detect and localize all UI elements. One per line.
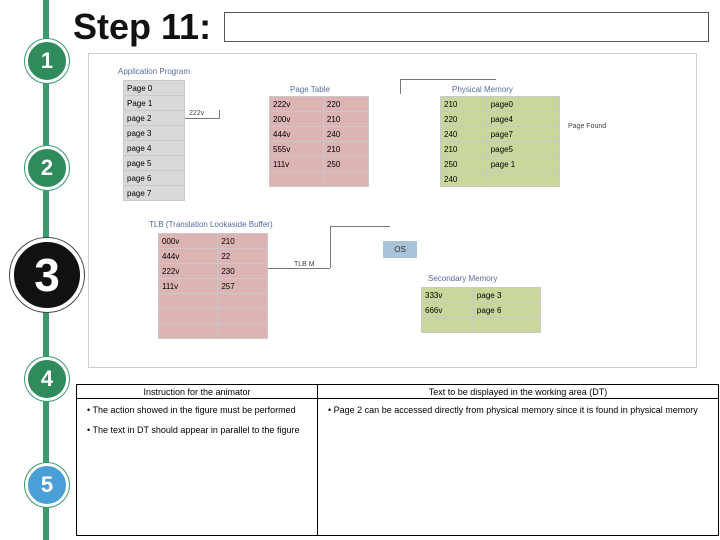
page-table-cell: 210 [323,112,368,127]
step-4-circle[interactable]: 4 [25,357,69,401]
dt-cell[interactable] [318,399,719,536]
physical-memory-cell: page7 [487,127,559,142]
page-table-row [270,127,369,142]
tlb-cell: 22 [218,249,268,264]
physical-memory-row [441,112,560,127]
physical-memory-cell: page 1 [487,157,559,172]
tlb-row [159,264,268,279]
tlb-row [159,234,268,249]
tlb-row [159,324,268,339]
page-table-row [270,112,369,127]
app-page-cell: page 3 [124,126,185,141]
app-page-cell: Page 1 [124,96,185,111]
page-table-cell: 220 [323,97,368,112]
app-page-row [124,141,185,156]
page-table-cell: 555v [270,142,324,157]
page-table-cell: 111v [270,157,324,172]
secondary-memory-cell: page 6 [473,303,540,318]
tlb-row [159,249,268,264]
app-page-row [124,186,185,201]
instruction-bullet: • The action showed in the figure must be performed [85,405,309,415]
secondary-memory-row [422,303,541,318]
step-2-circle[interactable]: 2 [25,146,69,190]
title-box[interactable] [224,12,709,42]
secondary-memory-cell [473,318,540,333]
tlb-cell [159,324,218,339]
tlb-row [159,294,268,309]
tlb-connector-v [330,226,331,268]
tlb-cell: 222v [159,264,218,279]
secondary-memory-cell: 333v [422,288,474,303]
physical-memory-cell: 210 [441,97,488,112]
tlb-label: TLB (Translation Lookaside Buffer) [149,220,273,229]
page-table-cell: 250 [323,157,368,172]
tlb-cell: 444v [159,249,218,264]
physical-memory-cell: page5 [487,142,559,157]
address-line-tick [219,110,220,119]
tlb-cell [159,309,218,324]
dt-header: Text to be displayed in the working area (DT) [318,385,719,399]
tlb-cell [159,294,218,309]
tlb-cell: 111v [159,279,218,294]
tlb-connector-h [330,226,390,227]
physical-memory-cell: 240 [441,172,488,187]
app-page-cell: page 4 [124,141,185,156]
page-table-cell: 444v [270,127,324,142]
instruction-table [76,384,719,536]
tlb-cell: 210 [218,234,268,249]
physical-memory-cell: page4 [487,112,559,127]
physical-memory-row [441,142,560,157]
page-table-cell [323,172,368,187]
dt-bullet: • Page 2 can be accessed directly from physical memory since it is found in physical memory [326,405,710,415]
tlb-cell: 000v [159,234,218,249]
physical-memory-table [440,96,560,187]
connector-line-v [400,79,401,94]
tlb-cell: 230 [218,264,268,279]
secondary-memory-cell: 666v [422,303,474,318]
app-page-cell: Page 0 [124,81,185,96]
secondary-memory-table [421,287,541,333]
tlb-cell [218,294,268,309]
physical-memory-row [441,157,560,172]
physical-memory-cell: 250 [441,157,488,172]
physical-memory-row [441,127,560,142]
address-label: 222v [189,110,205,117]
app-page-row [124,96,185,111]
address-line [185,118,219,119]
tlb-cell [218,309,268,324]
physical-memory-row [441,97,560,112]
secondary-memory-row [422,318,541,333]
tlb-miss-label: TLB M [294,261,315,268]
page-table-cell [270,172,324,187]
app-page-row [124,126,185,141]
physical-memory-label: Physical Memory [452,85,513,94]
app-page-row [124,156,185,171]
secondary-memory-cell: page 3 [473,288,540,303]
physical-memory-cell: page0 [487,97,559,112]
tlb-cell: 257 [218,279,268,294]
physical-memory-cell: 240 [441,127,488,142]
page-table-cell: 200v [270,112,324,127]
page-table-cell: 210 [323,142,368,157]
os-box: OS [383,241,417,258]
tlb-row [159,309,268,324]
tlb-row [159,279,268,294]
app-page-cell: page 2 [124,111,185,126]
page-title: Step 11: [73,6,212,47]
page-table-label: Page Table [290,85,330,94]
page-table-cell: 222v [270,97,324,112]
app-page-row [124,111,185,126]
secondary-memory-label: Secondary Memory [428,274,498,283]
instruction-header: Instruction for the animator [77,385,318,399]
app-page-cell: page 7 [124,186,185,201]
physical-memory-row [441,172,560,187]
application-program-label: Application Program [118,67,191,76]
page-table-row [270,142,369,157]
step-3-circle[interactable]: 3 [10,238,84,312]
page-table-cell: 240 [323,127,368,142]
page-table [269,96,369,187]
tlb-cell [218,324,268,339]
app-page-row [124,81,185,96]
page-table-row [270,97,369,112]
page-found-label: Page Found [568,123,607,130]
application-program-table [123,80,185,201]
physical-memory-cell: 220 [441,112,488,127]
instruction-bullet: • The text in DT should appear in parallel to the figure [85,425,309,435]
app-page-row [124,171,185,186]
step-1-circle[interactable]: 1 [25,39,69,83]
physical-memory-cell: 210 [441,142,488,157]
app-page-cell: page 5 [124,156,185,171]
physical-memory-cell [487,172,559,187]
secondary-memory-cell [422,318,474,333]
page-table-row [270,172,369,187]
tlb-connector [268,268,330,269]
page-table-row [270,157,369,172]
app-page-cell: page 6 [124,171,185,186]
connector-line [400,79,496,80]
tlb-table [158,233,268,339]
step-5-circle[interactable]: 5 [25,463,69,507]
secondary-memory-row [422,288,541,303]
instruction-cell [77,399,318,536]
